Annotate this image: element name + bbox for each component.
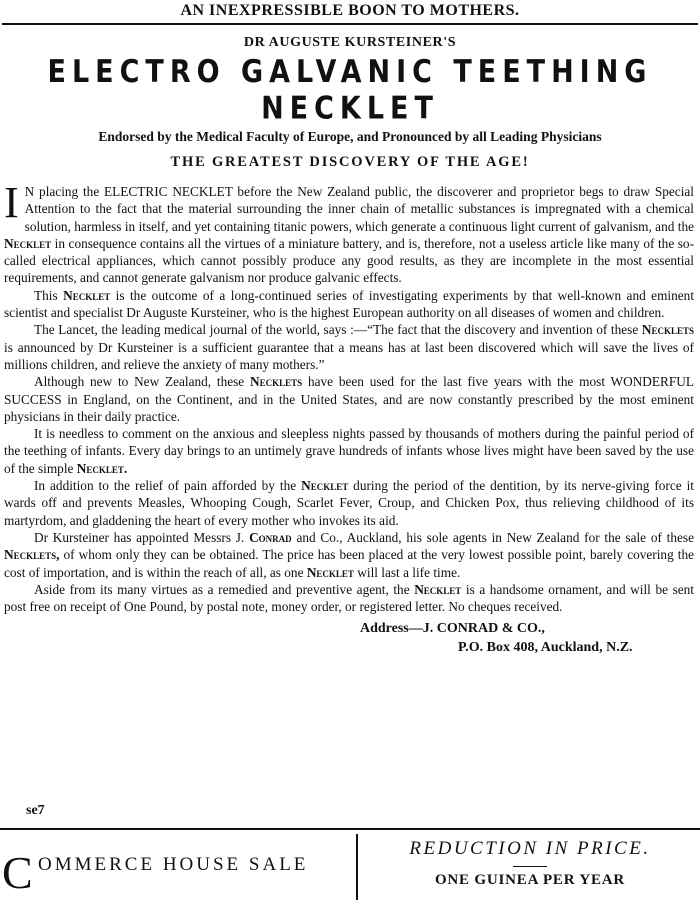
ad-code: se7 xyxy=(26,803,45,818)
ad-headline: ELECTRO GALVANIC TEETHING NECKLET xyxy=(47,54,653,127)
p2-end: is the outcome of a long-continued series of investigating experiments by that well-known and eminent scientist and specialist Dr Auguste Kursteiner, who is the highest European authority on all diseases of women and children. xyxy=(4,287,695,321)
necklet-term: Necklet xyxy=(63,287,111,303)
price-line: ONE GUINEA PER YEAR xyxy=(434,872,626,888)
necklet-term: Necklet xyxy=(306,564,354,580)
p3-end: is announced by Dr Kursteiner is a sufficient guarantee that a means has at last been discovered which will save the lives of millions children, and relieve the anxiety of many mothers.” xyxy=(4,339,694,372)
paragraph-7 xyxy=(4,529,694,581)
p1-text: N placing the ELECTRIC NECKLET before the New Zealand public, the discoverer and proprietor begs to draw Special Attention to the fact that the material surrounding the inner chain of metallic substances is impregnated with a chemical solution, harmless in itself, and yet containing titanic powers, which generate a continuous light current of galvanism, and the xyxy=(24,184,694,234)
necklets-term: Necklets xyxy=(250,374,303,390)
po-row xyxy=(4,638,694,657)
reduction-heading: REDUCTION IN PRICE. xyxy=(409,838,651,859)
top-slogan: AN INEXPRESSIBLE BOON TO MOTHERS. xyxy=(180,2,520,19)
p5-start: It is needless to comment on the anxious and sleepless nights passed by thousands of mothers during the painful period of the teething of infants. Every day brings to an untimely grave hundreds of infants whose lives might have been saved by the use of the simple xyxy=(4,426,694,476)
p2-start: This xyxy=(34,287,58,303)
p7-start: Dr Kursteiner has appointed Messrs J. xyxy=(34,529,245,545)
address-line: Address—J. CONRAD & CO., xyxy=(360,621,545,637)
necklet-term: Necklet xyxy=(301,478,349,494)
p1-end: in consequence contains all the virtues of a miniature battery, and is, therefore, not a useless article like many of the so-called electrical appliances, which cannot possibly produce any good results, as they are incomplete in the most essential requirements, and cannot generate galvanism nor produce galvanic effects. xyxy=(4,235,695,286)
bottom-rule xyxy=(0,828,700,830)
bottom-ads xyxy=(0,832,700,900)
drop-cap: I xyxy=(4,178,19,227)
necklet-term: Necklet xyxy=(414,581,462,597)
p8-end: is a handsome ornament, and will be sent post free on receipt of One Pound, by postal note, money order, or registered letter. No cheques received. xyxy=(4,581,694,615)
p6-end: during the period of the dentition, by its nerve-giving force it wards off and prevents Measles, Whooping Cough, Scarlet Fever, Croup, and Chicken Pox, thus relieving childhood of its martyrdom, and gladdening the heart of every mother who invokes its aid. xyxy=(4,478,694,528)
paragraph-1 xyxy=(4,178,695,287)
discovery-line: THE GREATEST DISCOVERY OF THE AGE! xyxy=(170,154,530,170)
necklets-term: Necklets, xyxy=(4,547,60,563)
paragraph-2 xyxy=(4,287,694,322)
necklets-term: Necklets xyxy=(641,322,694,338)
paragraph-3 xyxy=(4,321,694,373)
p7-mid: and Co., Auckland, his sole agents in New Zealand for the sale of these xyxy=(296,529,695,545)
paragraph-6 xyxy=(4,477,694,529)
p7-mid2: of whom only they can be obtained. The price has been placed at the very lowest possible point, barely covering the cost of importation, and is within the reach of all, as one xyxy=(4,547,694,580)
address-row xyxy=(4,619,694,638)
paragraph-4 xyxy=(4,373,694,425)
paragraph-5 xyxy=(4,425,694,477)
endorsement-line: Endorsed by the Medical Faculty of Europe, and Pronounced by all Leading Physicians xyxy=(98,129,602,144)
p4-end: have been used for the last five years with the most WONDERFUL SUCCESS in England, on the Continent, and in the United States, and are now constantly prescribed by the most eminent physicians in their daily practice. xyxy=(4,374,695,424)
author-line: DR AUGUSTE KURSTEINER'S xyxy=(243,35,457,50)
subscription-ad xyxy=(360,832,700,900)
ad-body xyxy=(4,178,695,657)
short-rule xyxy=(513,866,547,867)
po-box-line: P.O. Box 408, Auckland, N.Z. xyxy=(458,640,633,656)
necklet-term: Necklet xyxy=(4,235,52,251)
paragraph-8 xyxy=(4,581,694,616)
necklet-term: Necklet. xyxy=(76,460,128,476)
commerce-heading: OMMERCE HOUSE SALE xyxy=(38,854,309,875)
commerce-house-ad xyxy=(0,832,354,900)
p4-start: Although new to New Zealand, these xyxy=(34,374,245,390)
conrad-term: Conrad xyxy=(249,529,292,545)
p6-start: In addition to the relief of pain afforded by the xyxy=(34,478,297,494)
top-rule xyxy=(2,23,698,25)
p8-start: Aside from its many virtues as a remedied and preventive agent, the xyxy=(34,581,410,597)
column-divider xyxy=(356,834,358,900)
p3-start: The Lancet, the leading medical journal of the world, says :—“The fact that the discovery and invention of these xyxy=(34,322,639,338)
commerce-initial: C xyxy=(2,847,33,898)
p7-end: will last a life time. xyxy=(357,564,461,580)
address-block xyxy=(4,619,694,657)
